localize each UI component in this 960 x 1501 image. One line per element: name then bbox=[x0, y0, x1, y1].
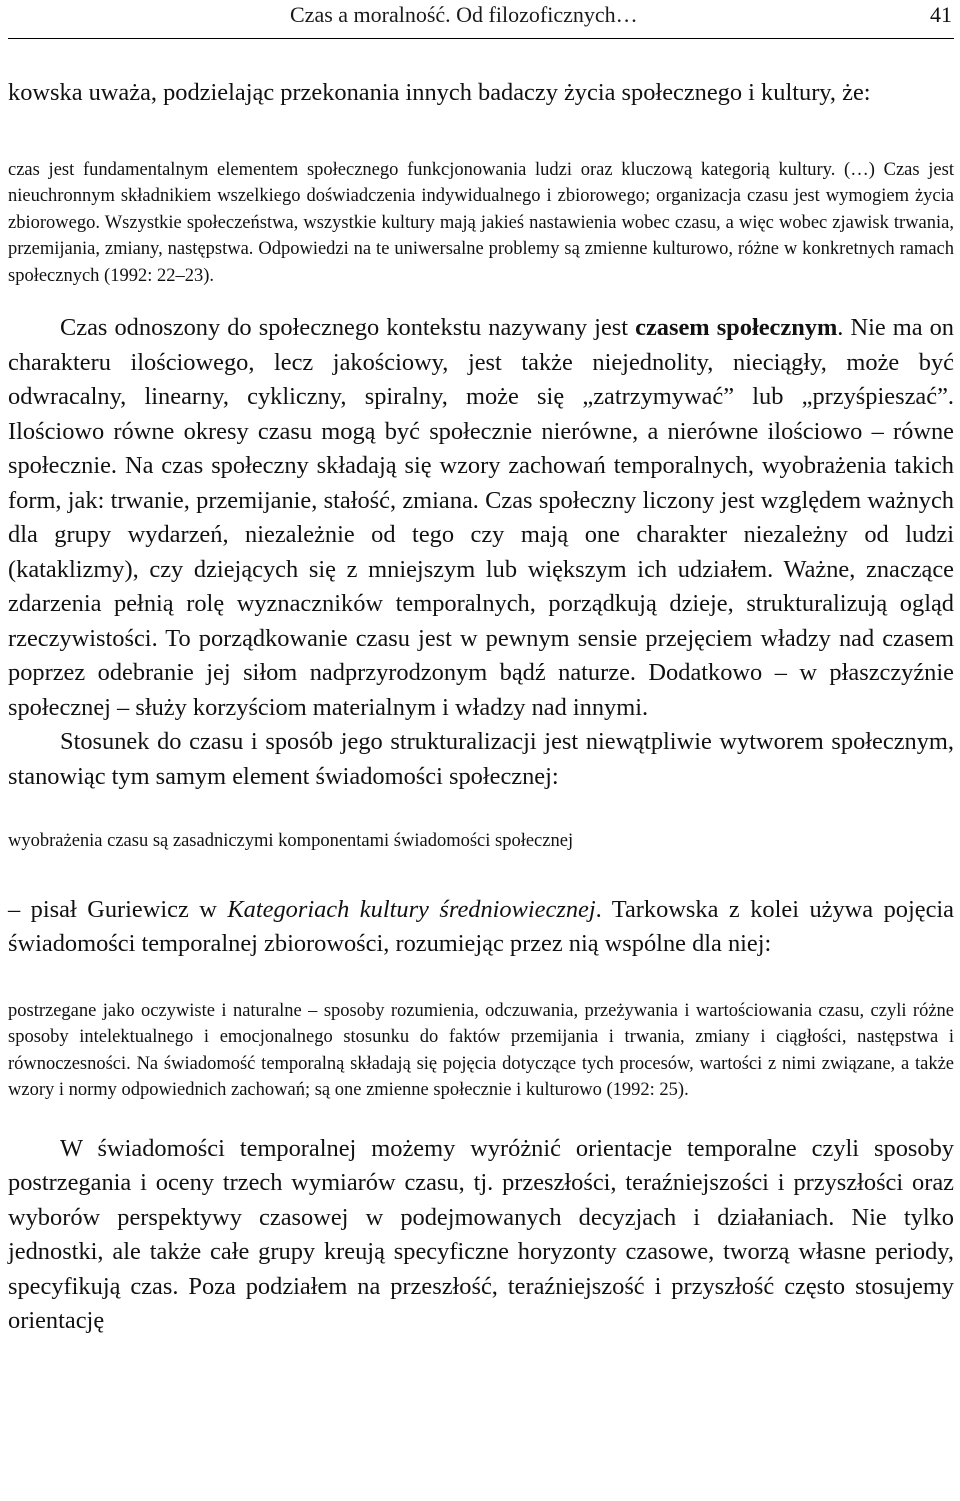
block-quote-1: czas jest fundamentalnym elementem społecznego funkcjonowania ludzi oraz kluczową kategorią kultury. (…) Czas jest nieuchronnym składnikiem wszelkiego doświadczenia indywidualnego i zbiorowego; organizacja czasu jest wymogiem życia zbiorowego. Wszystkie społeczeństwa, wszystkie kultury mają jakieś nastawienia wobec czasu, a więc wobec zjawisk trwania, przemijania, zmiany, następstwa. Odpowiedzi na te uniwersalne problemy są zmienne kulturowo, różne w konkretnych ramach społecznych (1992: 22–23). bbox=[8, 159, 954, 286]
term-bold: czasem społecznym bbox=[635, 314, 838, 341]
paragraph-intro: kowska uważa, podzielając przekonania innych badaczy życia społecznego i kultury, że: bbox=[8, 79, 871, 106]
page-number: 41 bbox=[930, 2, 952, 27]
running-title: Czas a moralność. Od filozoficznych… bbox=[290, 2, 638, 27]
paragraph-text: – pisał Guriewicz w bbox=[8, 895, 228, 923]
book-title-italic: Kategoriach kultury średniowiecznej bbox=[227, 895, 596, 923]
paragraph-orientations: W świadomości temporalnej możemy wyróżnić orientacje temporalne czyli sposoby postrzegania i oceny trzech wymiarów czasu, tj. przeszłości, teraźniejszości i przyszłości oraz wyborów perspektywy czasowej w podejmowanych decyzjach i działaniach. Nie tylko jednostki, ale także całe grupy kreują specyficzne horyzonty czasowe, tworzą własne periody, specyfikują czas. Poza podziałem na przeszłość, teraźniejszość i przyszłość często stosujemy orientację bbox=[8, 1134, 954, 1334]
paragraph-guriewicz bbox=[8, 893, 954, 962]
paragraph-social-time bbox=[8, 311, 954, 725]
block-quote-3: postrzegane jako oczywiste i naturalne – sposoby rozumienia, odczuwania, przeżywania i wartościowania czasu, czyli różne sposoby intelektualnego i emocjonalnego stosunku do faktów przemijania i trwania, zmiany i ciągłości, następstwa i równoczesności. Na świadomość temporalną składają się pojęcia dotyczące tych procesów, wartości z nimi związane, a także wzory i normy odpowiednich zachowań; są one zmienne społecznie i kulturowo (1992: 25). bbox=[8, 1000, 954, 1100]
paragraph-text: . Tarkowska z kolei używa pojęcia świadomości temporalnej zbiorowości, rozumiejąc przez nią wspólne dla niej: bbox=[8, 895, 955, 957]
paragraph-text: Czas odnoszony do społecznego kontekstu nazywany jest bbox=[60, 314, 636, 341]
page-body bbox=[8, 76, 954, 1339]
paragraph-relation: Stosunek do czasu i sposób jego strukturalizacji jest niewątpliwie wytworem społecznym, stanowiąc tym samym element świadomości społecznej: bbox=[8, 728, 954, 790]
header-rule bbox=[8, 38, 954, 39]
block-quote-2: wyobrażenia czasu są zasadniczymi komponentami świadomości społecznej bbox=[8, 831, 574, 851]
page-header bbox=[0, 0, 960, 30]
paragraph-text: . Nie ma on charakteru ilościowego, lecz jakościowy, jest także niejednolity, nieciągły, może być odwracalny, linearny, cykliczny, spiralny, może się „zatrzymywać” lub „przyśpieszać”. Ilościowo równe okresy czasu mogą być społecznie nierówne, a nierówne ilościowo – równe społecznie. Na czas społeczny składają się wzory zachowań temporalnych, wyobrażenia takich form, jak: trwanie, przemijanie, stałość, zmiana. Czas społeczny liczony jest względem ważnych dla grupy wydarzeń, niezależnie od tego czy mają one charakter niezależny od ludzi (kataklizmy), czy dziejących się z mniejszym lub większym ich udziałem. Ważne, znaczące zdarzenia pełnią rolę wyznaczników temporalnych, porządkują dzieje, strukturalizują ogląd rzeczywistości. To porządkowanie czasu jest w pewnym sensie przejęciem władzy nad czasem poprzez odebranie jej siłom nadprzyrodzonym bądź naturze. Dodatkowo – w płaszczyźnie społecznej – służy korzyściom materialnym i władzy nad innymi. bbox=[8, 314, 954, 721]
